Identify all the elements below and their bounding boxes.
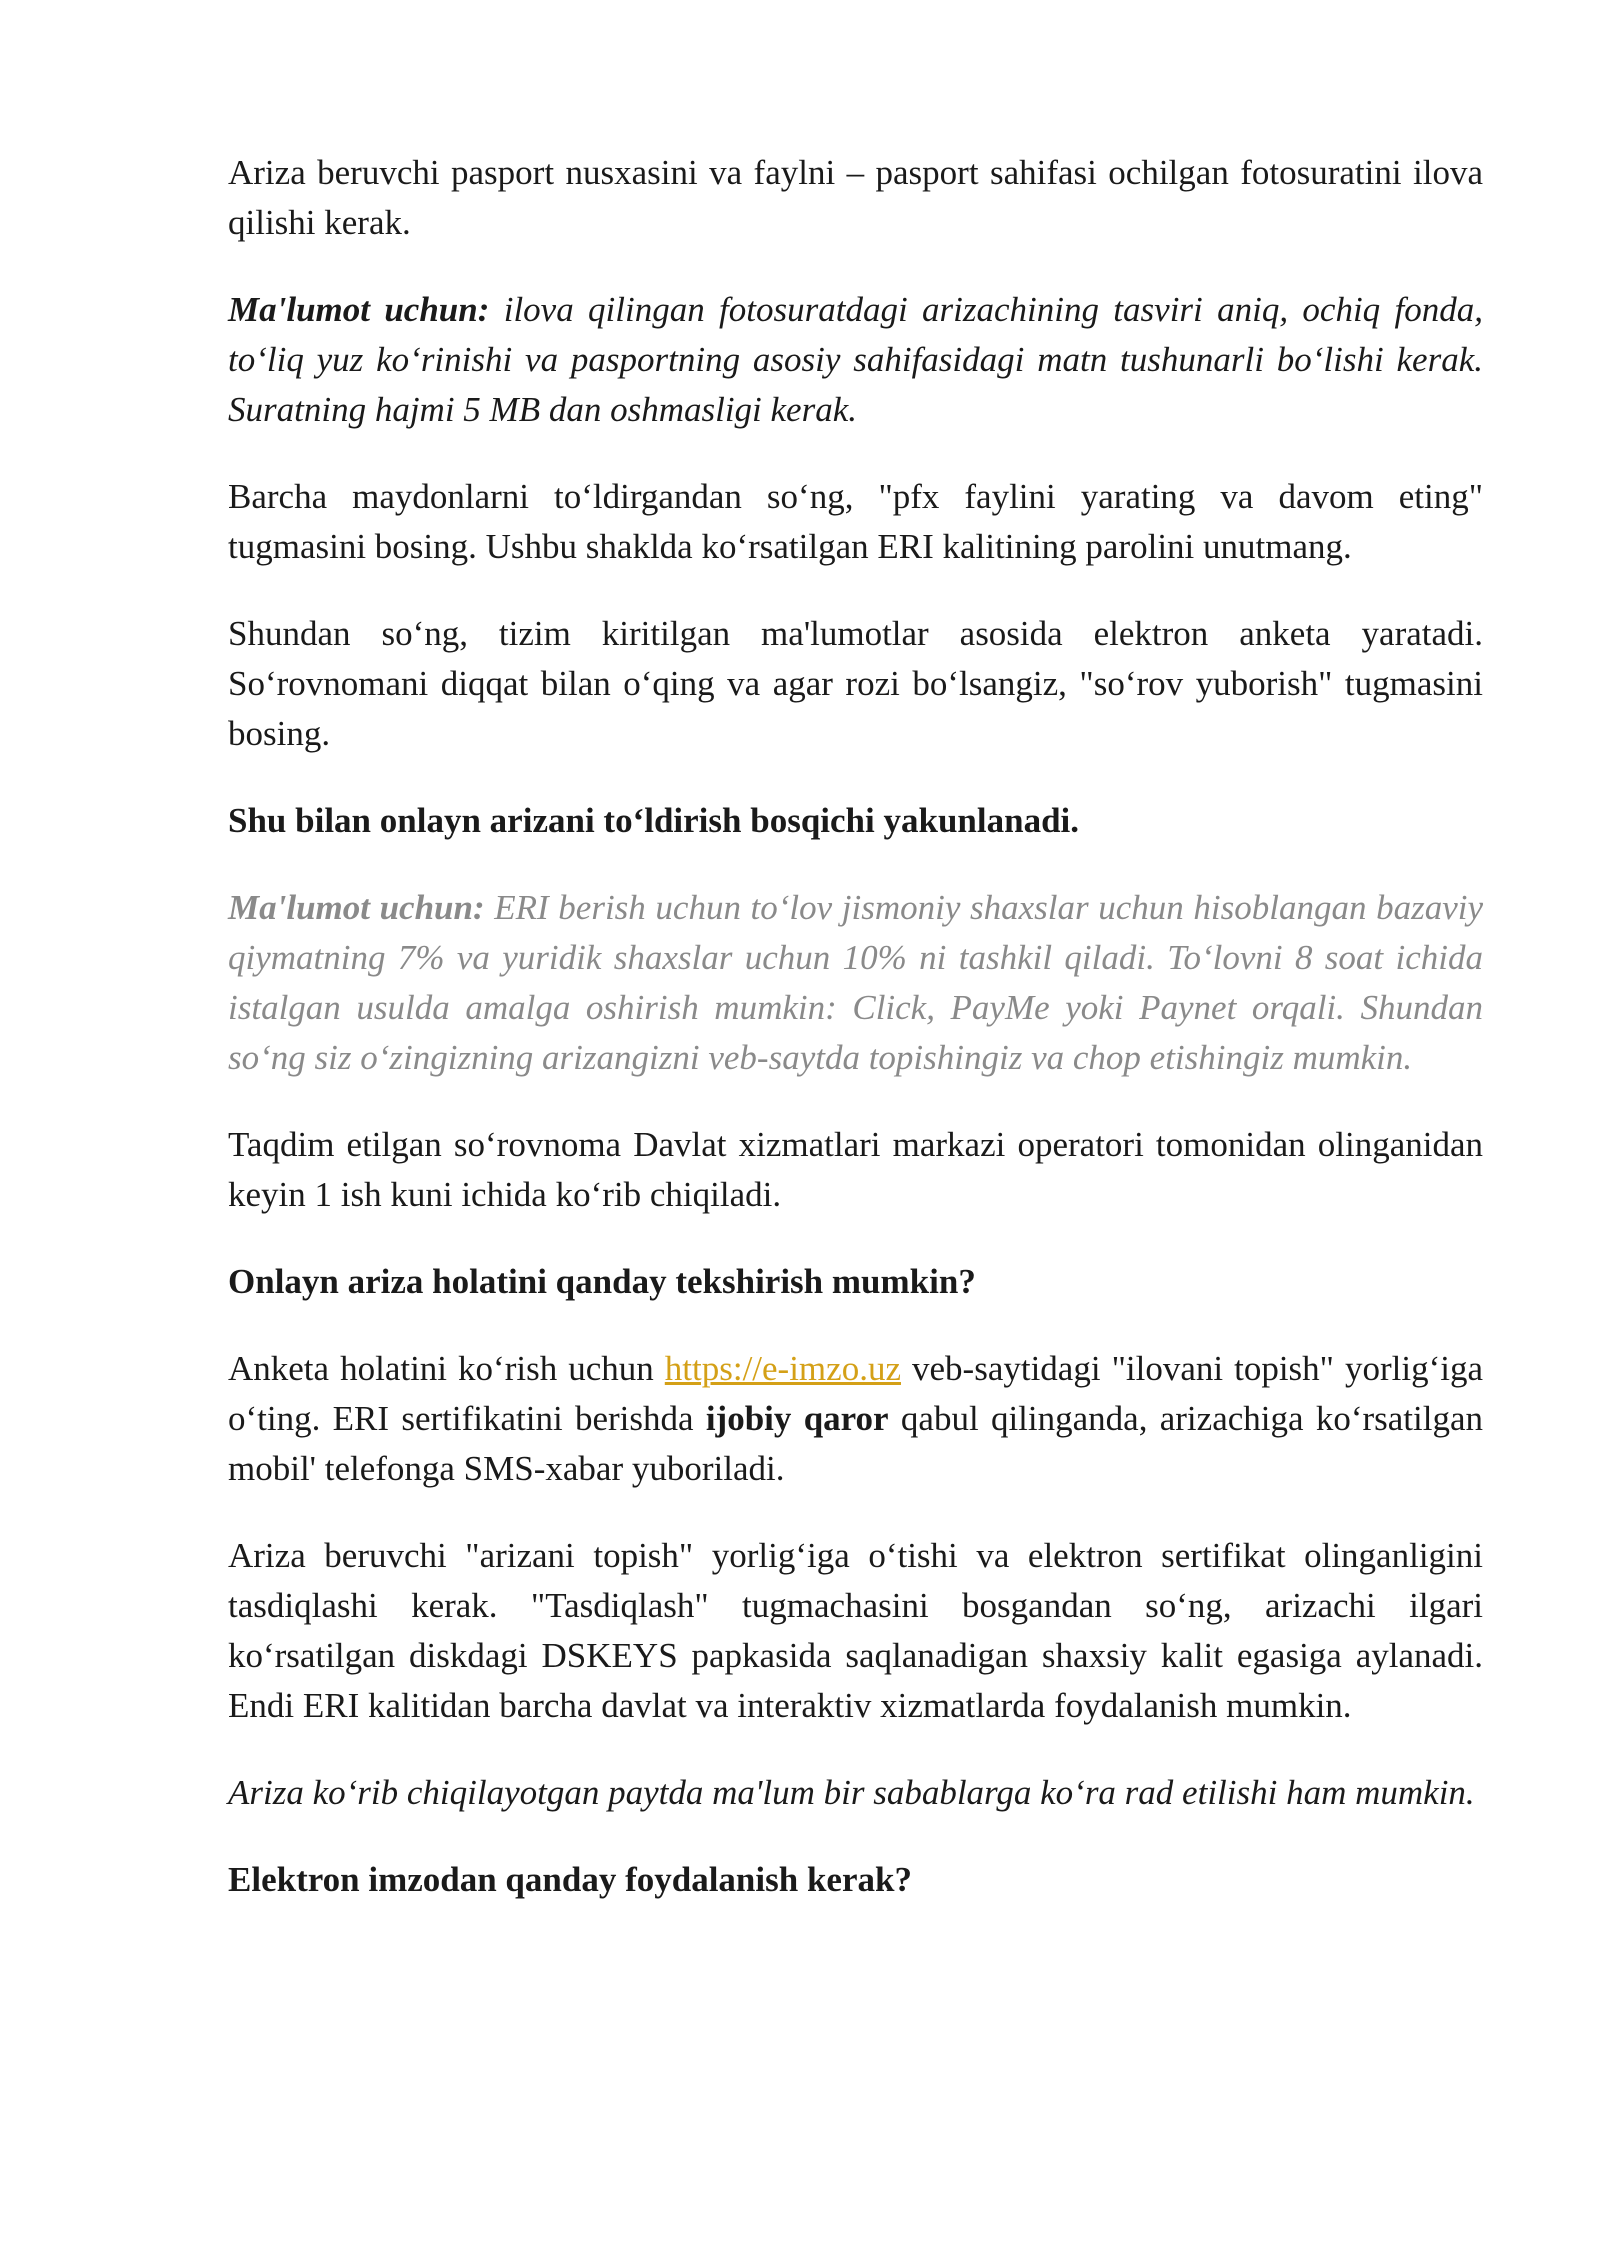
info-note-label: Ma'lumot uchun: bbox=[228, 888, 485, 927]
document-body bbox=[228, 148, 1483, 1942]
info-note-payment bbox=[228, 883, 1483, 1083]
status-text-middle: veb-saytidagi "ilovani topish" yorlig‘iga o‘ting. ERI sertifikatini berishda bbox=[228, 1349, 1483, 1438]
paragraph-questionnaire: Shundan so‘ng, tizim kiritilgan ma'lumotlar asosida elektron anketa yaratadi. So‘rovnomani diqqat bilan o‘qing va agar rozi bo‘lsangiz, "so‘rov yuborish" tugmasini bosing. bbox=[228, 614, 1483, 753]
heading-check-status: Onlayn ariza holatini qanday tekshirish mumkin? bbox=[228, 1262, 976, 1301]
positive-decision-text: ijobiy qaror bbox=[705, 1399, 889, 1438]
heading-how-to-use: Elektron imzodan qanday foydalanish kerak? bbox=[228, 1860, 912, 1899]
paragraph-confirm-certificate: Ariza beruvchi "arizani topish" yorlig‘iga o‘tishi va elektron sertifikat olinganligini tasdiqlashi kerak. "Tasdiqlash" tugmachasini bosgandan so‘ng, arizachi ilgari ko‘rsatilgan diskdagi DSKEYS papkasida saqlanadigan shaxsiy kalit egasiga aylanadi. Endi ERI kalitidan barcha davlat va interaktiv xizmatlarda foydalanish mumkin. bbox=[228, 1536, 1483, 1725]
status-text-end: qabul qilinganda, arizachiga ko‘rsatilgan mobil' telefonga SMS-xabar yuboriladi. bbox=[228, 1399, 1483, 1488]
paragraph-status-check bbox=[228, 1344, 1483, 1494]
status-text-start: Anketa holatini ko‘rish uchun bbox=[228, 1349, 665, 1388]
paragraph-review-time: Taqdim etilgan so‘rovnoma Davlat xizmatlari markazi operatori tomonidan olinganidan keyin 1 ish kuni ichida ko‘rib chiqiladi. bbox=[228, 1125, 1483, 1214]
heading-stage-complete: Shu bilan onlayn arizani to‘ldirish bosqichi yakunlanadi. bbox=[228, 801, 1080, 840]
paragraph-create-pfx: Barcha maydonlarni to‘ldirgandan so‘ng, "pfx faylini yarating va davom eting" tugmasini bosing. Ushbu shaklda ko‘rsatilgan ERI kalitining parolini unutmang. bbox=[228, 477, 1483, 566]
info-note-photo bbox=[228, 285, 1483, 435]
e-imzo-link[interactable]: https://e-imzo.uz bbox=[664, 1349, 901, 1388]
info-note-text: ERI berish uchun to‘lov jismoniy shaxslar uchun hisoblangan bazaviy qiymatning 7% va yuridik shaxslar uchun 10% ni tashkil qiladi. To‘lovni 8 soat ichida istalgan usulda amalga oshirish mumkin: Click, PayMe yoki Paynet orqali. Shundan so‘ng siz o‘zingizning arizangizni veb-saytda topishingiz va chop etishingiz mumkin. bbox=[228, 888, 1483, 1077]
paragraph-passport-copy: Ariza beruvchi pasport nusxasini va faylni – pasport sahifasi ochilgan fotosuratini ilova qilishi kerak. bbox=[228, 153, 1483, 242]
info-note-text: ilova qilingan fotosuratdagi arizachining tasviri aniq, ochiq fonda, to‘liq yuz ko‘rinishi va pasportning asosiy sahifasidagi matn tushunarli bo‘lishi kerak. Suratning hajmi 5 MB dan oshmasligi kerak. bbox=[228, 290, 1483, 429]
info-note-label: Ma'lumot uchun: bbox=[228, 290, 490, 329]
paragraph-rejection-note: Ariza ko‘rib chiqilayotgan paytda ma'lum bir sabablarga ko‘ra rad etilishi ham mumkin. bbox=[228, 1773, 1475, 1812]
